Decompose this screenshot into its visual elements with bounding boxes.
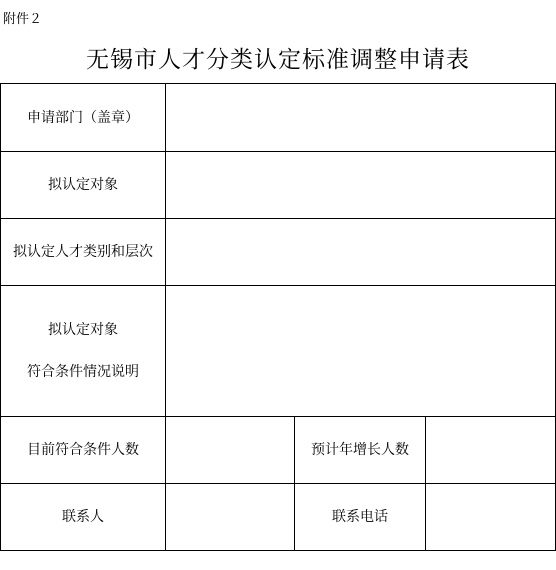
label-proposed-category-level-text: 拟认定人才类别和层次	[13, 243, 153, 260]
label-proposed-object-text: 拟认定对象	[48, 176, 118, 193]
label-qualification-description	[1, 285, 165, 416]
label-applicant-department	[1, 84, 165, 151]
label-current-qualified-count-text: 目前符合条件人数	[27, 441, 139, 458]
label-contact-phone	[295, 483, 425, 550]
input-contact-phone[interactable]	[426, 484, 555, 549]
input-proposed-object[interactable]	[166, 152, 555, 218]
label-contact-phone-text: 联系电话	[332, 508, 388, 525]
input-qualification-description[interactable]	[166, 286, 555, 416]
label-qualification-line2: 符合条件情况说明	[27, 363, 139, 380]
input-proposed-category-level[interactable]	[166, 219, 555, 285]
label-qualification-line1: 拟认定对象	[48, 321, 118, 338]
input-current-qualified-count[interactable]	[166, 417, 294, 483]
label-expected-annual-growth-text: 预计年增长人数	[311, 441, 409, 458]
label-contact-person-text: 联系人	[62, 508, 104, 525]
label-proposed-category-level	[1, 218, 165, 285]
label-applicant-department-text: 申请部门（盖章）	[27, 109, 139, 126]
label-proposed-object	[1, 151, 165, 218]
label-expected-annual-growth	[295, 416, 425, 483]
label-contact-person	[1, 483, 165, 550]
input-contact-person[interactable]	[166, 484, 294, 549]
application-form-table	[0, 83, 556, 551]
input-applicant-department[interactable]	[166, 85, 555, 151]
form-title: 无锡市人才分类认定标准调整申请表	[86, 47, 470, 73]
attachment-label: 附件２	[3, 12, 43, 27]
input-expected-annual-growth[interactable]	[426, 417, 555, 483]
label-current-qualified-count	[1, 416, 165, 483]
